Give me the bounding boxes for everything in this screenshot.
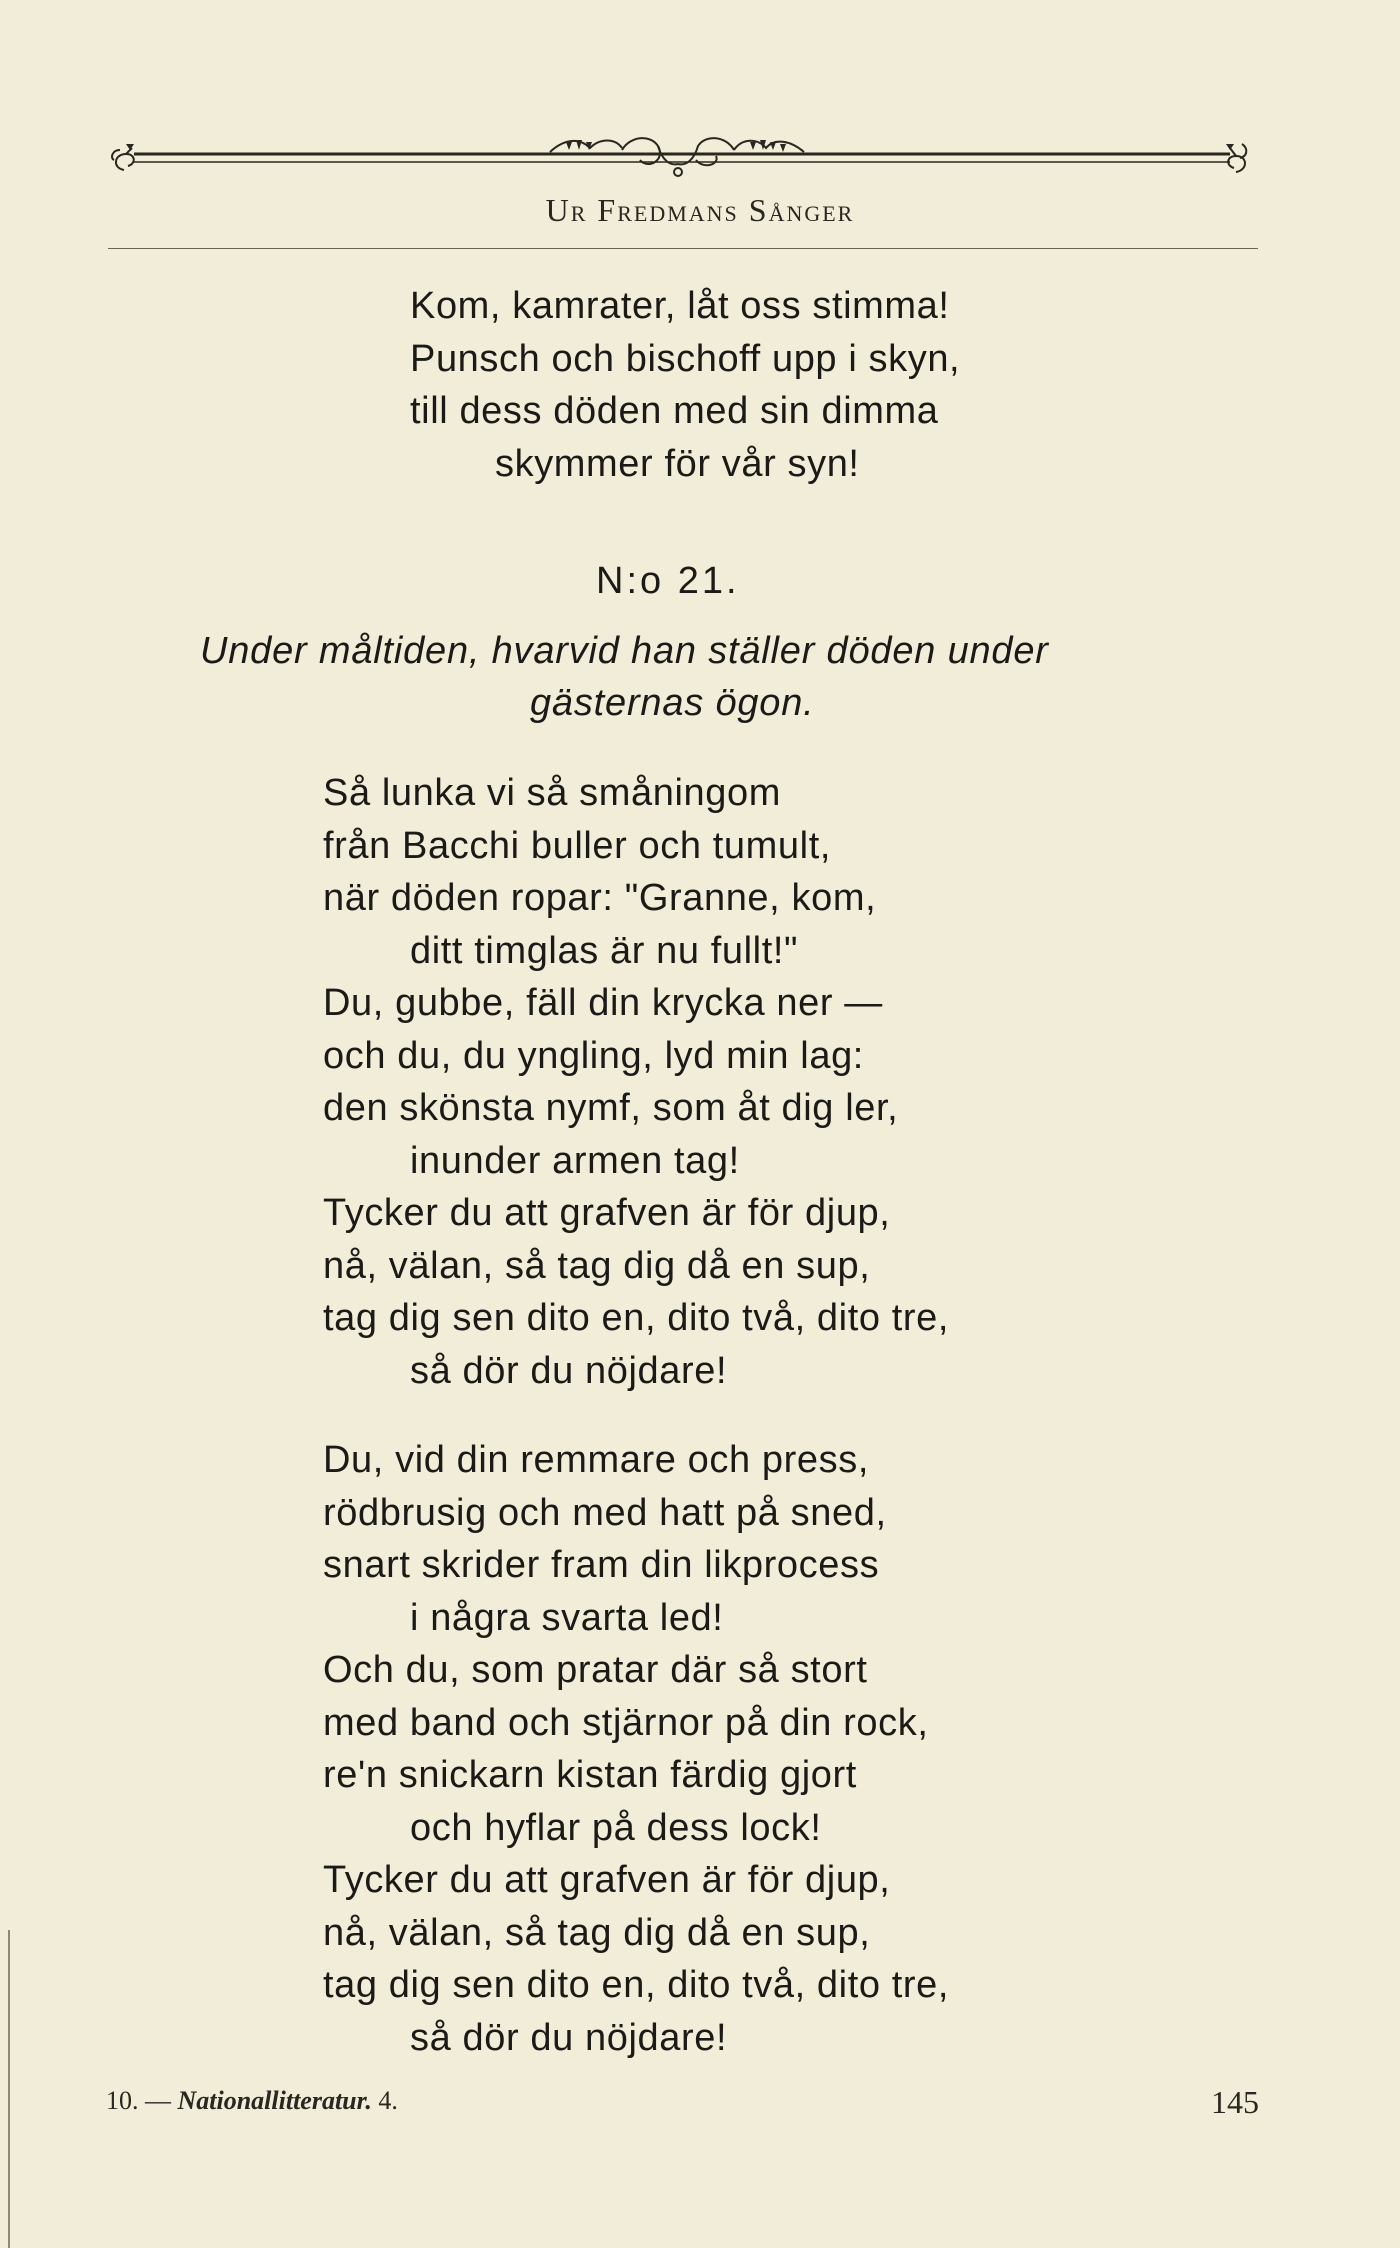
verse-line: skymmer för vår syn! (495, 442, 860, 485)
signature-number: 10. (106, 2086, 139, 2115)
verse-line: nå, välan, så tag dig då en sup, (323, 1911, 871, 1954)
verse-line: nå, välan, så tag dig då en sup, (323, 1244, 871, 1287)
verse-line: när döden ropar: "Granne, kom, (323, 877, 877, 919)
verse-line: tag dig sen dito en, dito två, dito tre, (323, 1297, 950, 1339)
verse-line: Och du, som pratar där så stort (323, 1649, 868, 1691)
verse-line: med band och stjärnor på din rock, (323, 1701, 929, 1744)
stanza-1 (410, 280, 960, 490)
running-title: Ur Fredmans Sånger (545, 192, 855, 228)
song-number: N:o 21. (596, 560, 740, 602)
page-number: 145 (1211, 2084, 1259, 2120)
verse-line: Tycker du att grafven är för djup, (323, 1192, 891, 1234)
verse-line: ditt timglas är nu fullt!" (410, 929, 799, 972)
verse-line: snart skrider fram din likprocess (323, 1544, 880, 1586)
verse-line: så dör du nöjdare! (410, 2016, 728, 2059)
verse-line: till dess döden med sin dimma (410, 390, 939, 432)
volume-number: 4. (378, 2086, 398, 2115)
verse-line: i några svarta led! (410, 1596, 724, 1639)
header-divider (108, 248, 1258, 249)
series-title: Nationallitteratur. (177, 2086, 372, 2115)
verse-line: Kom, kamrater, låt oss stimma! (410, 285, 950, 327)
subtitle-line-1: Under måltiden, hvarvid han ställer döden under (200, 630, 1049, 672)
verse-line: från Bacchi buller och tumult, (323, 824, 832, 867)
page-edge-shadow (8, 1930, 10, 2248)
verse-line: Så lunka vi så småningom (323, 772, 781, 814)
song-subtitle (200, 625, 1049, 729)
stanza-3 (323, 1434, 949, 2064)
verse-line: så dör du nöjdare! (410, 1349, 728, 1392)
verse-line: Du, vid din remmare och press, (323, 1439, 869, 1481)
verse-line: Tycker du att grafven är för djup, (323, 1859, 891, 1901)
verse-line: den skönsta nymf, som åt dig ler, (323, 1087, 899, 1129)
verse-line: inunder armen tag! (410, 1139, 740, 1182)
verse-line: Du, gubbe, fäll din krycka ner — (323, 982, 883, 1024)
stanza-2 (323, 767, 949, 1397)
header-ornament-icon (110, 130, 1250, 190)
subtitle-line-2: gästernas ögon. (530, 682, 815, 724)
verse-line: och du, du yngling, lyd min lag: (323, 1034, 864, 1077)
footer-signature (106, 2086, 398, 2116)
verse-line: och hyflar på dess lock! (410, 1806, 822, 1849)
signature-dash: — (145, 2086, 171, 2115)
verse-line: re'n snickarn kistan färdig gjort (323, 1754, 857, 1796)
verse-line: tag dig sen dito en, dito två, dito tre, (323, 1964, 950, 2006)
verse-line: rödbrusig och med hatt på sned, (323, 1491, 887, 1534)
verse-line: Punsch och bischoff upp i skyn, (410, 337, 961, 380)
